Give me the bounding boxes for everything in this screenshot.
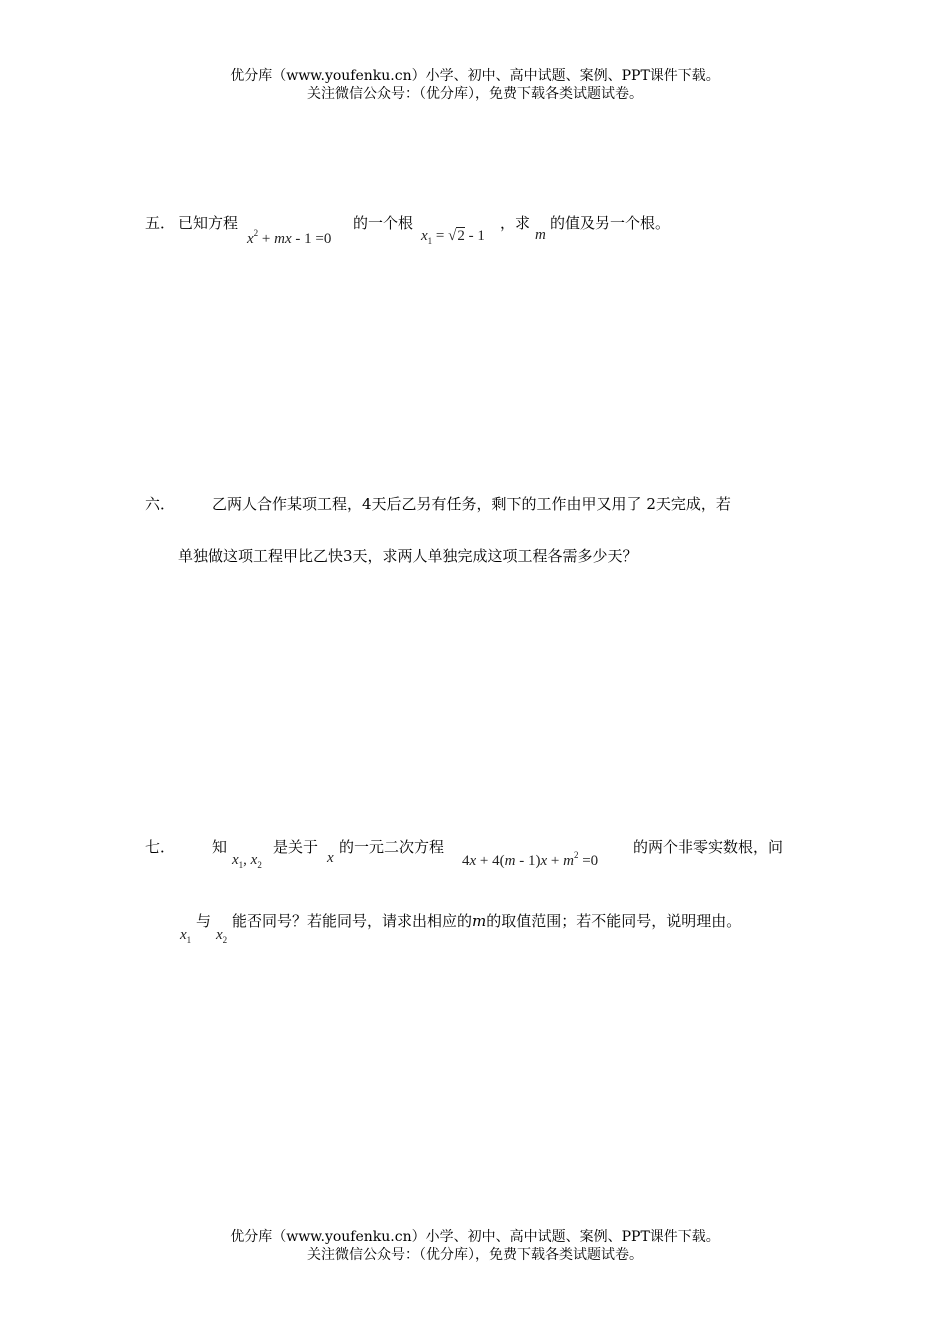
q5-text-a: 已知方程 xyxy=(178,214,239,232)
header-line-1: 优分库（www.youfenku.cn）小学、初中、高中试题、案例、PPT课件下载。 xyxy=(230,68,720,84)
q7-var-x2: $x_2$ xyxy=(216,927,228,945)
q7-text-a: 知 xyxy=(212,838,228,856)
q7-var-x: x xyxy=(327,850,334,866)
q6-line-1: 乙两人合作某项工程，4天后乙另有任务，剩下的工作由甲又用了 2天完成，若 xyxy=(212,495,731,513)
q5-number: 五． xyxy=(145,214,176,232)
q7-text-c: 的一元二次方程 xyxy=(339,838,445,856)
q7-text-g: 的取值范围；若不能同号，说明理由。 xyxy=(486,912,742,930)
footer-line-2: 关注微信公众号：（优分库），免费下载各类试题试卷。 xyxy=(307,1247,643,1263)
q7-roots-x1-x2: $x_1$, $x_2$ xyxy=(232,852,262,870)
q5-equation: $x^2$ + mx - 1 =0 xyxy=(247,228,332,247)
q5-text-b: 的一个根 xyxy=(353,214,414,232)
q7-equation: $4x + 4(m - 1)x + m^2 =0$ xyxy=(462,850,599,869)
q7-text-f-var: m xyxy=(472,912,487,930)
q7-number: 七． xyxy=(145,838,176,856)
q7-text-b: 是关于 xyxy=(273,838,319,856)
q6-line-2: 单独做这项工程甲比乙快3天，求两人单独完成这项工程各需多少天？ xyxy=(178,547,638,565)
q5-var-m: m xyxy=(535,227,546,243)
header-line-2: 关注微信公众号：（优分库），免费下载各类试题试卷。 xyxy=(307,86,643,102)
q5-root-expression: $x_1 = √2 - 1$ xyxy=(421,228,485,246)
q7-text-d: 的两个非零实数根，问 xyxy=(633,838,784,856)
q5-text-c: ，求 xyxy=(500,214,531,232)
q7-text-e: 与 xyxy=(196,912,212,930)
q7-text-f-main: 能否同号？若能同号，请求出相应的 xyxy=(232,912,473,930)
footer-line-1: 优分库（www.youfenku.cn）小学、初中、高中试题、案例、PPT课件下载。 xyxy=(230,1229,720,1245)
q7-text-f xyxy=(232,911,741,931)
q5-text-d: 的值及另一个根。 xyxy=(550,214,671,232)
q7-var-x1: $x_1$ xyxy=(180,927,192,945)
q6-number: 六． xyxy=(145,495,176,513)
